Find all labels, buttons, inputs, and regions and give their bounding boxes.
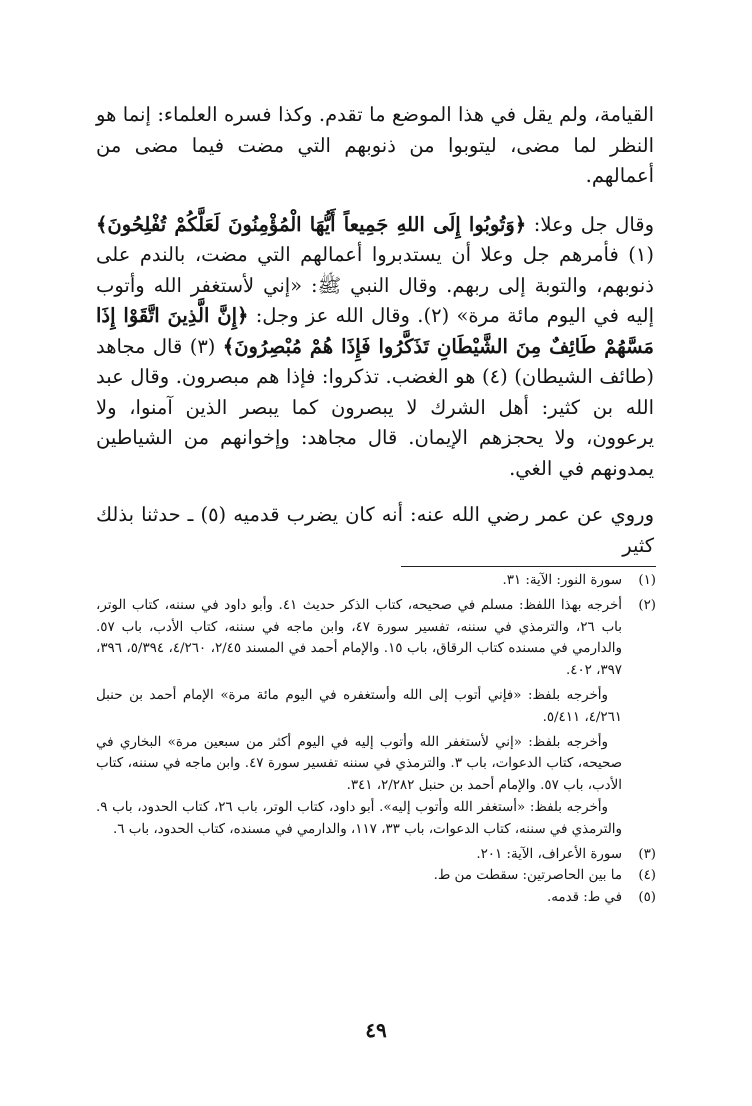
paragraph-3	[96, 500, 654, 561]
footnote-ref-4: (٤)	[482, 365, 508, 388]
footnote-number: (١)	[638, 573, 656, 588]
paragraph-3-text-1: وروي عن عمر رضي الله عنه: أنه كان يضرب قدميه	[226, 503, 655, 526]
footnote-number: (٢)	[638, 597, 656, 613]
paragraph-1: القيامة، ولم يقل في هذا الموضع ما تقدم. وكذا فسره العلماء: إنما هو النظر لما مضى، ليتوبوا من ذنوبهم التي مضت فيما مضى من أعمالهم.	[96, 103, 654, 187]
footnote-4	[96, 865, 656, 887]
quran-verse-2: ﴿إِنَّ الَّذِينَ اتَّقَوْا إِذَا مَسَّهُمْ طَائِفٌ مِنَ الشَّيْطَانِ تَذَكَّرُوا فَإِذَا هُمْ مُبْصِرُونَ﴾	[96, 304, 655, 358]
paragraph-3-text-2: ـ حدثنا بذلك كثير	[96, 503, 654, 557]
footnote-number: (٣)	[638, 846, 656, 862]
footnote-text: وأخرجه بلفظ: «فإني أتوب إلى الله وأستغفره في اليوم مائة مرة» الإمام أحمد بن حنبل ٤/٢٦١، ٥/٤١١.	[96, 687, 622, 725]
footnote-3	[96, 844, 656, 866]
footnote-5	[96, 887, 656, 909]
paragraph-2-tail: هو الغضب. تذكروا: فإذا هم مبصرون. وقال عبد الله بن كثير: أهل الشرك لا يبصرون كما يبصر الذين آمنوا، ولا يرعوون، ولا يحجزهم الإيمان. قال مجاهد: وإخوانهم من الشياطين يمدونهم في الغي.	[96, 365, 654, 480]
footnote-divider	[401, 566, 656, 567]
footnote-text: وأخرجه بلفظ: «إني لأستغفر الله وأتوب إليه في اليوم أكثر من سبعين مرة» البخاري في صحيحه، كتاب الدعوات، باب ٣. والترمذي في سننه تفسير سورة ٤٧. وابن ماجه في سننه، كتاب الأدب، باب ٥٧. والإمام أحمد بن حنبل ٢/٢٨٢، ٣٤١.	[96, 734, 623, 794]
footnote-text: سورة الأعراف، الآية: ٢٠١.	[476, 846, 622, 862]
footnote-number: (٤)	[638, 868, 656, 884]
footnote-2-sub-1	[96, 685, 656, 729]
footnotes	[96, 570, 656, 909]
footnote-2-sub-3	[96, 797, 656, 841]
main-text	[96, 100, 654, 561]
footnote-text: أخرجه بهذا اللفظ: مسلم في صحيحه، كتاب الذكر حديث ٤١. وأبو داود في سننه، كتاب الوتر، باب ٢٦، والترمذي في سننه، تفسير سورة ٤٧، وابن ماجه في سننه، كتاب الأدب، باب ٥٧. والدارمي في مسنده كتاب الرقاق، باب ١٥. والإمام أحمد في المسند ٢/٤٥، ٤/٢٦٠، ٥/٣٩٤، ٣٩٦، ٣٩٧، ٤٠٢.	[96, 597, 622, 679]
footnote-ref-5: (٥)	[200, 503, 227, 526]
quran-verse-1: ﴿وَتُوبُوا إِلَى اللهِ جَمِيعاً أَيُّهَا الْمُؤْمِنُونَ لَعَلَّكُمْ تُفْلِحُونَ﴾	[96, 212, 527, 236]
footnote-text: وأخرجه بلفظ: «أستغفر الله وأتوب إليه». أبو داود، كتاب الوتر، باب ٢٦، كتاب الحدود، باب ٩. والترمذي في سننه، كتاب الدعوات، باب ٣٣، ١١٧، والدارمي في مسنده، كتاب الحدود، باب ٦.	[96, 799, 622, 837]
paragraph-2-mid-3: قال مجاهد (طائف الشيطان)	[96, 334, 654, 388]
footnote-2-sub-2	[96, 732, 656, 797]
footnote-2	[96, 595, 656, 682]
footnote-number: (٥)	[638, 890, 656, 906]
paragraph-2-mid-2: . وقال الله عز وجل:	[248, 304, 424, 327]
paragraph-2-mid-1: فأمرهم جل وعلا أن يستدبروا أعمالهم التي مضت، بالندم على ذنوبهم، والتوبة إلى ربهم. وقال النبي ﷺ: «إني لأستغفر الله وأتوب إليه في اليوم مائة مرة»	[96, 243, 654, 327]
footnote-ref-2: (٢)	[423, 304, 450, 327]
paragraph-2-intro: وقال جل وعلا:	[526, 212, 654, 236]
page-number: ٤٩	[365, 1018, 387, 1042]
footnote-1	[96, 570, 656, 592]
footnote-text: سورة النور: الآية: ٣١.	[502, 573, 622, 588]
paragraph-2	[96, 210, 654, 485]
footnote-ref-1: (١)	[618, 243, 655, 266]
footnote-ref-3: (٣)	[182, 334, 223, 358]
footnote-text: ما بين الحاصرتين: سقطت من ط.	[433, 868, 622, 884]
footnote-text: في ط: قدمه.	[546, 890, 622, 906]
